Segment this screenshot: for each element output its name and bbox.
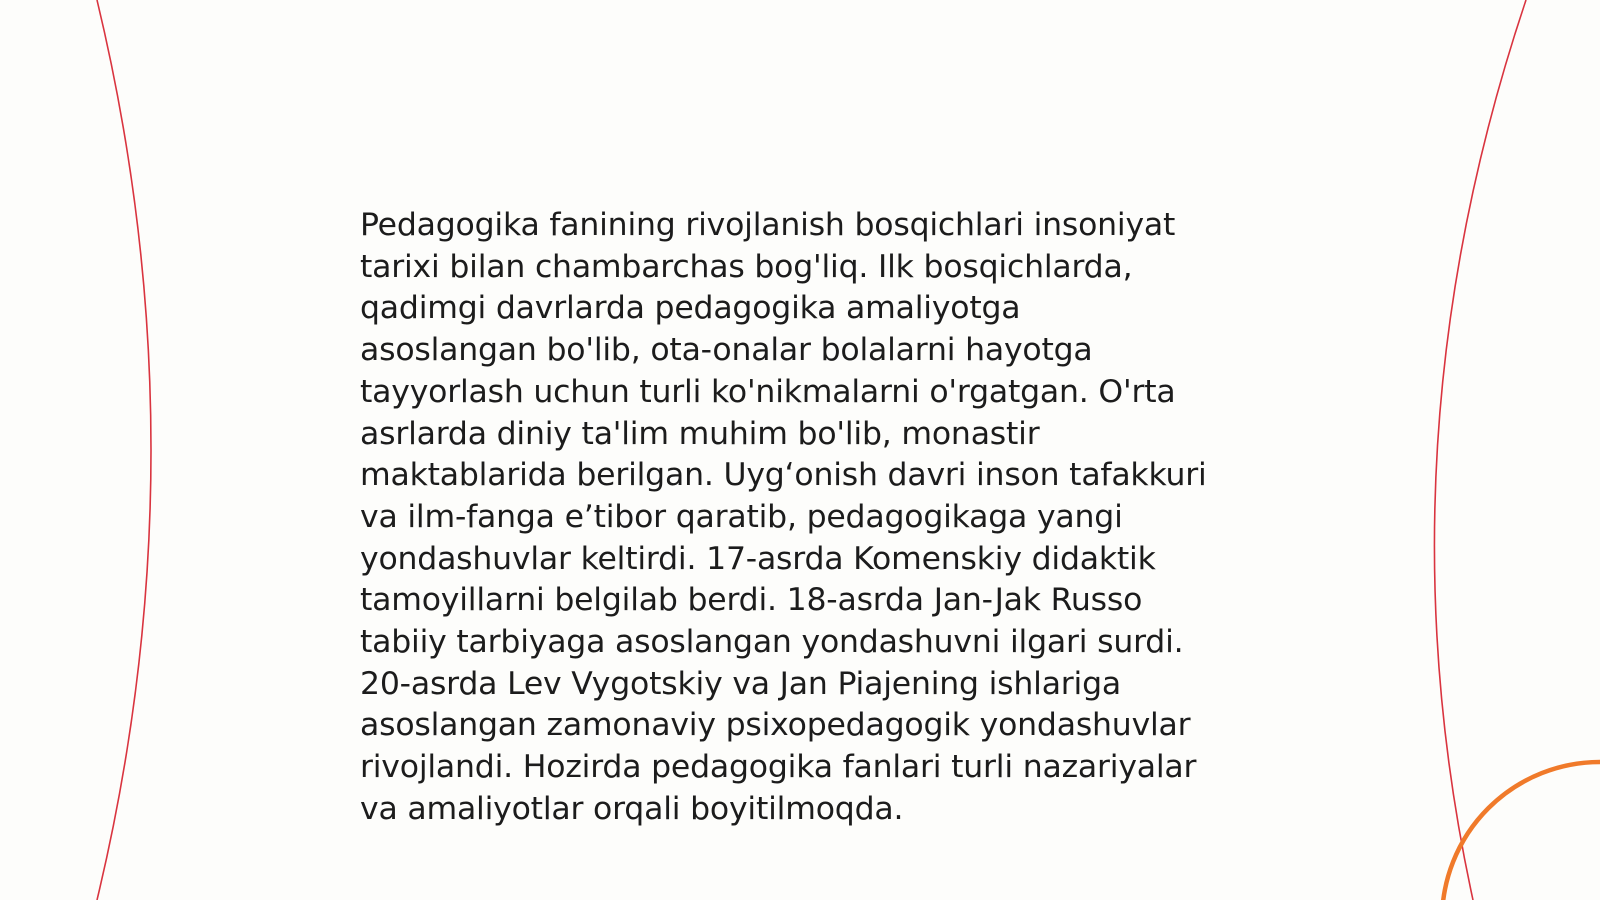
slide-body-text: Pedagogika fanining rivojlanish bosqichlari insoniyat tarixi bilan chambarchas bog'liq. Ilk bosqichlarda, qadimgi davrlarda pedagogika amaliyotga asoslangan bo'lib, ota-onalar bolalarni hayotga tayyorlash uchun turli ko'nikmalarni o'rgatgan. O'rta asrlarda diniy ta'lim muhim bo'lib, monastir maktablarida berilgan. Uyg‘onish davri inson tafakkuri va ilm-fanga e’tibor qaratib, pedagogikaga yangi yondashuvlar keltirdi. 17-asrda Komenskiy didaktik tamoyillarni belgilab berdi. 18-asrda Jan-Jak Russo tabiiy tarbiyaga asoslangan yondashuvni ilgari surdi. 20-asrda Lev Vygotskiy va Jan Piajening ishlariga asoslangan zamonaviy psixopedagogik yondashuvlar rivojlandi. Hozirda pedagogika fanlari turli nazariyalar va amaliyotlar orqali boyitilmoqda. — [360, 207, 1207, 827]
orange-circle-outline — [1442, 762, 1600, 900]
left-arc-line — [97, 0, 151, 900]
right-arc-line — [1434, 0, 1526, 900]
